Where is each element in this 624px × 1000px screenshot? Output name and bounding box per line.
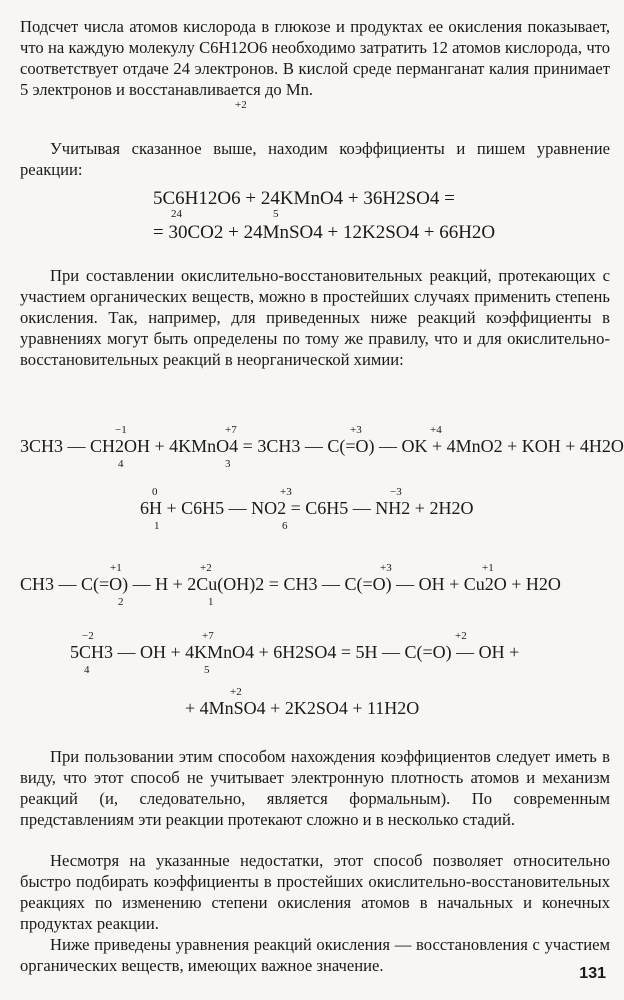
paragraph-intro — [20, 934, 610, 976]
oxidation-state: +1 — [482, 562, 494, 574]
paragraph-text: При составлении окислительно-восстановительных реакций, протекающих с участием органических веществ, можно в простейших случаях применить степень окисления. Так, например, для приведенных ниже реакций коэффициенты в уравнениях могут быть определены по тому же правилу, что и для окислительно-восстановительных реакций в неорганической химии: — [20, 266, 610, 369]
electron-count: 1 — [208, 596, 214, 608]
paragraph-text: При пользовании этим способом нахождения коэффициентов следует иметь в виду, что этот способ не учитывает электронную плотность атомов и механизм реакций (и, следовательно, является формальным). По современным представлениям эти реакции протекают сложно и в несколько стадий. — [20, 747, 610, 829]
oxidation-state: −1 — [115, 424, 127, 436]
electron-count: 24 — [171, 208, 182, 220]
oxidation-state: +3 — [380, 562, 392, 574]
paragraph-text: Несмотря на указанные недостатки, этот способ позволяет относительно быстро подбирать коэффициенты в простейших окислительно-восстановительных реакциях по изменению степени окисления атомов в начальных и конечных продуктах реакции. — [20, 851, 610, 933]
oxidation-state: +7 — [202, 630, 214, 642]
equation-line: CH3 — C(=O) — H + 2Cu(OH)2 = CH3 — C(=O) — OH + Cu2O + H2O — [20, 574, 561, 594]
page-number: 131 — [579, 965, 606, 982]
equation-line: + 4MnSO4 + 2K2SO4 + 11H2O — [185, 698, 420, 718]
equation-line: 6H + C6H5 — NO2 = C6H5 — NH2 + 2H2O — [140, 498, 474, 518]
paragraph-text: Подсчет числа атомов кислорода в глюкозе и продуктах ее окисления показывает, что на каждую молекулу C6H12O6 необходимо затратить 12 атомов кислорода, что соответствует отдаче 24 электронов. В кислой среде перманганат калия принимает 5 электронов и восстанавливается до Mn. — [20, 17, 610, 99]
electron-count: 3 — [225, 458, 231, 470]
equation-methanol — [70, 620, 624, 730]
paragraph-text: Учитывая сказанное выше, находим коэффициенты и пишем уравнение реакции: — [20, 139, 610, 179]
electron-count: 2 — [118, 596, 124, 608]
equation-line: = 30CO2 + 24MnSO4 + 12K2SO4 + 66H2O — [153, 222, 496, 243]
equation-line: 3CH3 — CH2OH + 4KMnO4 = 3CH3 — C(=O) — OK + 4MnO2 + KOH + 4H2O — [20, 436, 624, 456]
paragraph-coefficients — [20, 138, 610, 180]
electron-count: 5 — [273, 208, 279, 220]
oxidation-state: +7 — [225, 424, 237, 436]
paragraph-caveat — [20, 746, 610, 830]
equation-acetaldehyde — [20, 552, 620, 612]
electron-count: 1 — [154, 520, 160, 532]
equation-line: 5C6H12O6 + 24KMnO4 + 36H2SO4 = — [153, 188, 455, 209]
oxidation-state: 0 — [152, 486, 158, 498]
paragraph-advantage — [20, 850, 610, 934]
oxidation-state: −2 — [82, 630, 94, 642]
equation-line: 5CH3 — OH + 4KMnO4 + 6H2SO4 = 5H — C(=O) — OH + — [70, 642, 520, 662]
electron-count: 4 — [84, 664, 90, 676]
oxidation-state: −3 — [390, 486, 402, 498]
oxidation-state: +3 — [350, 424, 362, 436]
equation-glucose — [153, 188, 573, 258]
equation-nitrobenzene — [140, 482, 560, 532]
paragraph-text: Ниже приведены уравнения реакций окисления — восстановления с участием органических веществ, имеющих важное значение. — [20, 935, 610, 975]
paragraph-glucose — [20, 16, 610, 120]
oxidation-state: +1 — [110, 562, 122, 574]
paragraph-organic — [20, 265, 610, 370]
oxidation-state-mn: +2 — [235, 99, 247, 111]
oxidation-state: +4 — [430, 424, 442, 436]
oxidation-state: +2 — [200, 562, 212, 574]
oxidation-state: +2 — [230, 686, 242, 698]
oxidation-state: +2 — [455, 630, 467, 642]
electron-count: 4 — [118, 458, 124, 470]
electron-count: 5 — [204, 664, 210, 676]
electron-count: 6 — [282, 520, 288, 532]
oxidation-state: +3 — [280, 486, 292, 498]
equation-ethanol — [20, 412, 624, 472]
